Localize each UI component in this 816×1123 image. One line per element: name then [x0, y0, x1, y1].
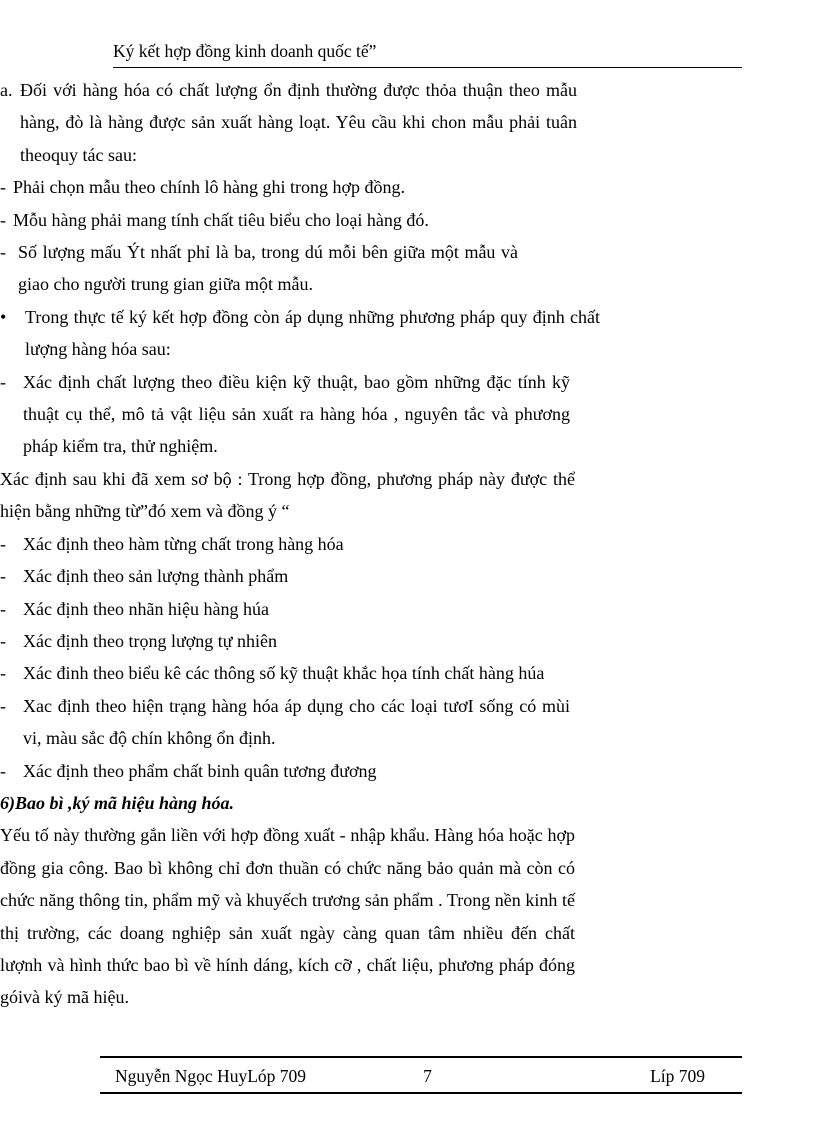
dash-list-item: [0, 204, 568, 236]
footer-author: Nguyễn Ngọc HuyLóp 709: [115, 1066, 307, 1086]
dash-list-item: [0, 690, 570, 755]
dash-marker: -: [0, 209, 6, 230]
dash-list-item: [0, 236, 518, 301]
dash-marker: -: [0, 695, 6, 716]
dash-list-item: [0, 657, 570, 689]
dash-list-item: [0, 625, 570, 657]
dash-marker: -: [0, 760, 6, 781]
closing-paragraph: Yếu tố này thường gắn liền với hợp đồng xuất - nhập khẩu. Hàng hóa hoặc hợp đồng gia công. Bao bì không chỉ đơn thuần có chức năng bảo quản mà còn có chức năng thông tin, phẩm mỹ và khuyếch trương sản phẩm . Trong nền kinh tế thị trường, các doang nghiệp sản xuất ngày càng quan tâm nhiều đến chất lượnh và hình thức bao bì về hính dáng, kích cỡ , chất liệu, phương pháp đóng góivà ký mã hiệu.: [0, 825, 575, 1008]
footer-rule-top: [100, 1056, 742, 1058]
bullet-marker: •: [0, 306, 7, 327]
dash-list-item: [0, 366, 570, 463]
list-marker-a: a.: [0, 80, 13, 100]
dash-item-text: Xác định theo sản lượng thành phẩm: [23, 566, 289, 587]
footer-class: Líp 709: [650, 1066, 705, 1086]
footer-page-number: 7: [423, 1066, 432, 1086]
dash-list-item: [0, 755, 570, 787]
page-footer: [115, 1061, 740, 1091]
bullet-item-text: Trong thực tế ký kết hợp đồng còn áp dụng những phương pháp quy định chất lượng hàng hóa sau:: [25, 306, 600, 360]
dash-marker: -: [0, 242, 6, 263]
paragraph-note: Xác định sau khi đã xem sơ bộ : Trong hợp đồng, phương pháp này được thể hiện bằng những từ”đó xem và đồng ý “: [0, 468, 575, 522]
bullet-list-item: [0, 301, 600, 366]
dash-marker: -: [0, 598, 6, 619]
page-header-title: Ký kết hợp đồng kinh doanh quốc tế”: [113, 40, 742, 68]
dash-item-text: Xác đinh theo biểu kê các thông số kỹ thuật khắc họa tính chất hàng húa: [23, 663, 545, 684]
dash-marker: -: [0, 177, 6, 198]
dash-item-text: Xác định theo hàm từng chất trong hàng hóa: [23, 533, 344, 554]
dash-item-text: Xác định theo nhãn hiệu hàng húa: [23, 598, 269, 619]
document-body: [0, 74, 816, 1014]
dash-list-item: [0, 593, 570, 625]
dash-item-text: Số lượng mấu Ýt nhất phỉ là ba, trong dú mỗi bên giữa một mẫu và giao cho người trung gian giữa một mẫu.: [18, 242, 518, 295]
dash-marker: -: [0, 663, 6, 684]
footer-rule-bottom: [100, 1092, 742, 1094]
dash-item-text: Xac định theo hiện trạng hàng hóa áp dụng cho các loại tươI sống có mùi vi, màu sắc độ chín không ổn định.: [23, 695, 570, 749]
list-item-a: [0, 74, 577, 171]
dash-list-item: [0, 560, 570, 592]
dash-item-text: Xác định theo phẩm chất binh quân tương đương: [23, 760, 377, 781]
dash-marker: -: [0, 566, 6, 587]
dash-marker: -: [0, 630, 6, 651]
dash-item-text: Xác định chất lượng theo điều kiện kỹ thuật, bao gồm những đặc tính kỹ thuật cụ thể, mô tả vật liệu sản xuất ra hàng hóa , nguyên tắc và phương pháp kiểm tra, thử nghiệm.: [23, 371, 570, 457]
dash-marker: -: [0, 371, 6, 392]
dash-list-item: [0, 528, 570, 560]
section-heading: 6)Bao bì ,ký mã hiệu hàng hóa.: [0, 792, 235, 813]
dash-item-text: Xác định theo trọng lượng tự nhiên: [23, 630, 277, 651]
list-item-a-text: Đối với hàng hóa có chất lượng ổn định thường được thỏa thuận theo mẫu hàng, đò là hàng được sản xuất hàng loạt. Yêu cầu khi chon mẫu phải tuân theoquy tác sau:: [20, 80, 577, 165]
dash-list-item: [0, 171, 568, 203]
dash-item-text: Phải chọn mẫu theo chính lô hàng ghi trong hợp đồng.: [13, 177, 405, 198]
dash-marker: -: [0, 533, 6, 554]
dash-item-text: Mỗu hàng phải mang tính chất tiêu biểu cho loại hàng đó.: [13, 209, 429, 230]
